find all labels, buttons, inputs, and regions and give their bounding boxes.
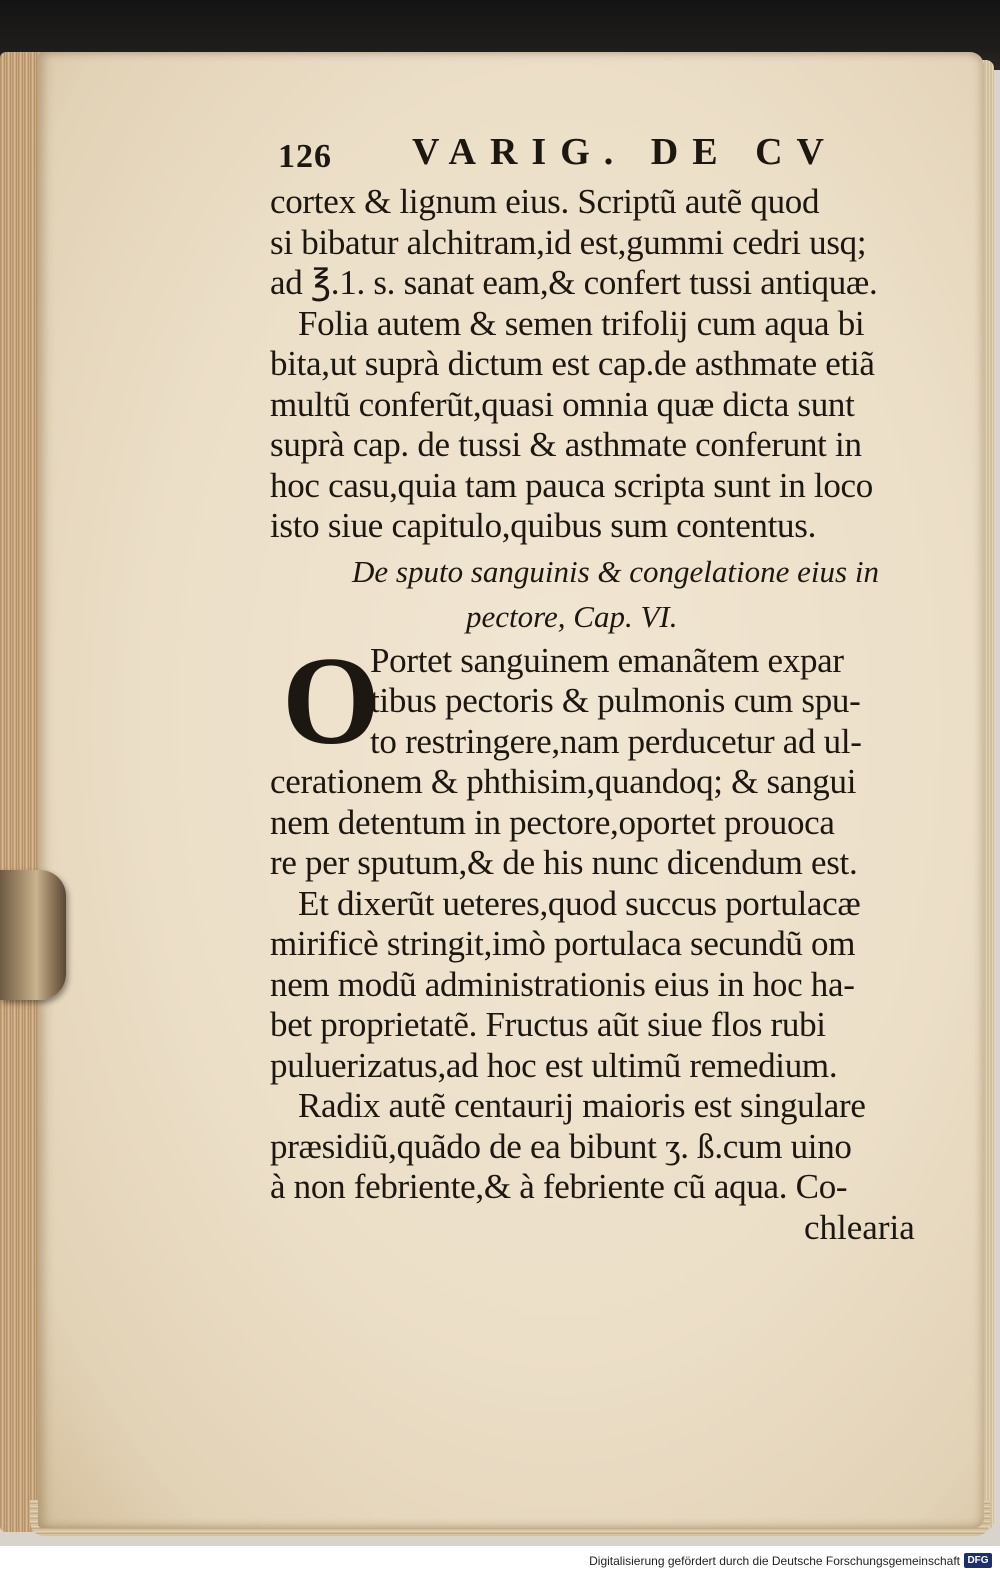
text-line: hoc casu,quia tam pauca scripta sunt in loco	[270, 465, 873, 505]
chapter-heading	[270, 549, 940, 639]
chapter-heading-line: pectore, Cap. VI.	[466, 598, 678, 634]
text-line: bet proprietatẽ. Fructus aũt siue flos rubi	[270, 1005, 826, 1044]
text-line: puluerizatus,ad hoc est ultimũ remedium.	[270, 1045, 838, 1085]
funding-notice: Digitalisierung gefördert durch die Deutsche Forschungsgemeinschaft	[589, 1554, 960, 1568]
chapter-paragraph	[270, 631, 940, 1208]
text-line: præsidiũ,quãdo de ea bibunt ʒ. ß.cum uino	[270, 1126, 852, 1166]
text-line: Portet sanguinem emanãtem expar	[370, 640, 844, 680]
chapter-heading-line: De sputo sanguinis & congelatione eius in	[352, 553, 879, 589]
text-line: mirificè stringit,imò portulaca secundũ om	[270, 924, 856, 963]
footer-bar	[0, 1546, 1000, 1576]
text-line: isto siue capitulo,quibus sum contentus.	[270, 506, 817, 545]
page-text-block	[270, 126, 940, 1248]
text-line: Radix autẽ centaurij maioris est singulare	[298, 1086, 866, 1125]
catchword: chlearia	[804, 1207, 915, 1247]
paragraph-continued	[270, 182, 940, 547]
text-line: ad ℥.1. s. sanat eam,& confert tussi antiquæ.	[270, 263, 878, 302]
page-header	[270, 126, 940, 182]
text-line: multũ conferũt,quasi omnia quæ dicta sunt	[270, 384, 855, 424]
text-line: suprà cap. de tussi & asthmate conferunt in	[270, 425, 862, 464]
text-line: re per sputum,& de his nunc dicendum est.	[270, 843, 858, 882]
text-line: cortex & lignum eius. Scriptũ autẽ quod	[270, 182, 820, 221]
text-line: to restringere,nam perducetur ad ul-	[370, 721, 862, 761]
text-line: si bibatur alchitram,id est,gummi cedri usq;	[270, 222, 867, 262]
text-line: nem modũ administrationis eius in hoc ha-	[270, 964, 855, 1004]
dfg-logo: DFG	[964, 1553, 992, 1568]
running-head: VARIG. DE CV	[412, 131, 838, 173]
text-line: bita,ut suprà dictum est cap.de asthmate etiã	[270, 344, 875, 383]
text-line: cerationem & phthisim,quandoq; & sangui	[270, 762, 857, 801]
text-line: à non febriente,& à febriente cũ aqua. Co-	[270, 1167, 848, 1206]
text-line: nem detentum in pectore,oportet prouoca	[270, 802, 835, 842]
text-line: tibus pectoris & pulmonis cum spu-	[370, 681, 861, 720]
drop-cap-initial: O	[282, 631, 381, 771]
text-line: Et dixerũt ueteres,quod succus portulacæ	[298, 883, 861, 923]
page-number: 126	[278, 138, 332, 175]
book-clasp	[0, 870, 66, 1000]
text-line: Folia autem & semen trifolij cum aqua bi	[298, 303, 865, 343]
